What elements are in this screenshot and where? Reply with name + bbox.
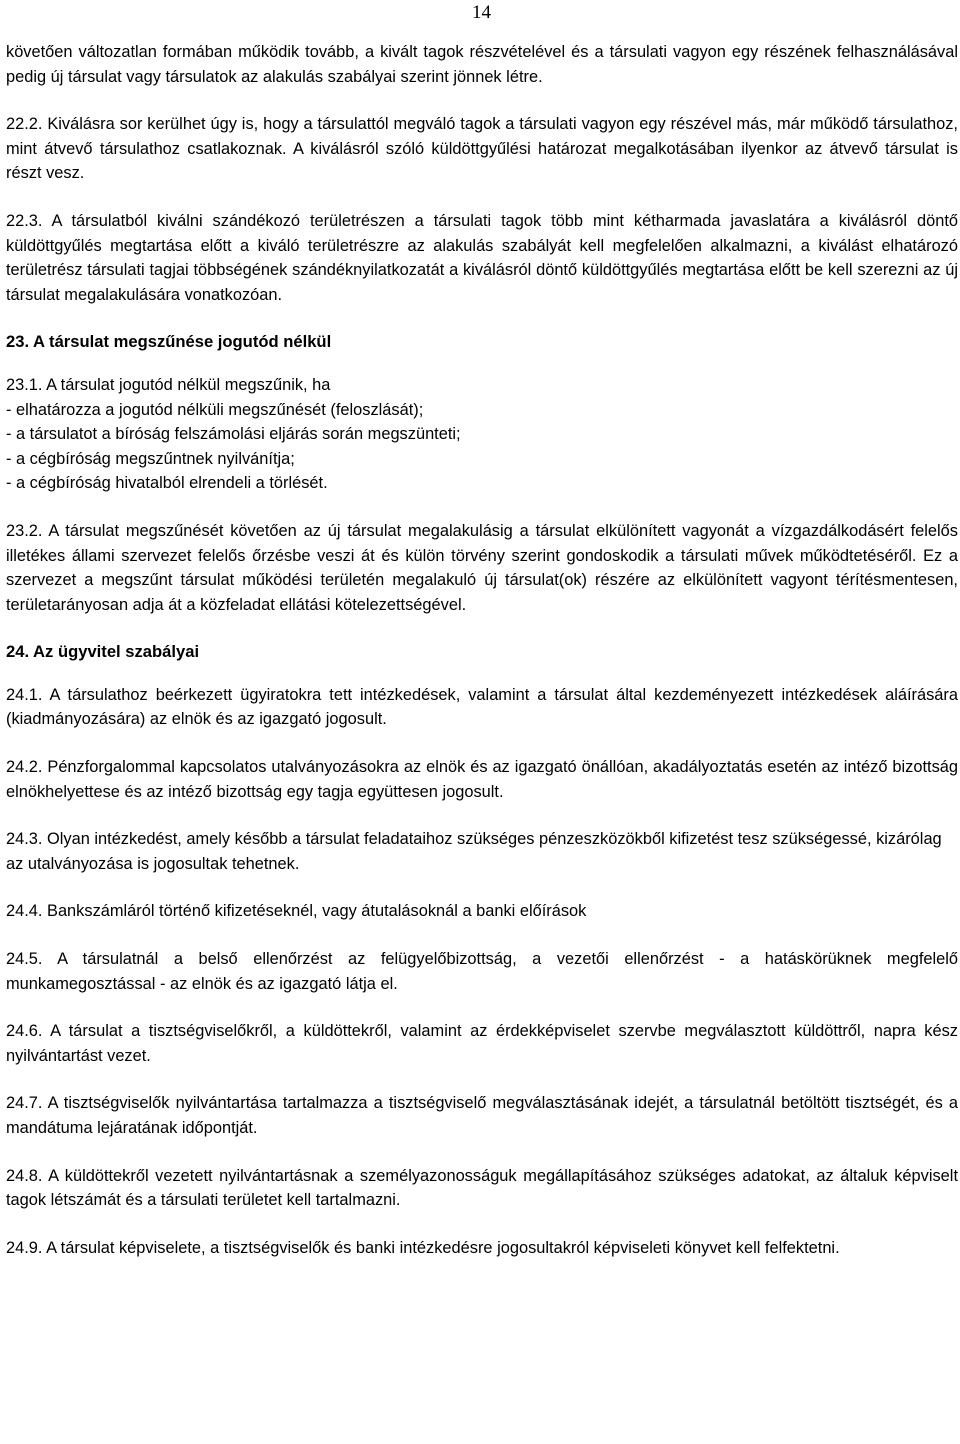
list-item: - elhatározza a jogutód nélküli megszűnését (feloszlását); — [6, 400, 424, 419]
paragraph-24-4: 24.4. Bankszámláról történő kifizetéseknél, vagy átutalásoknál a banki előírások — [6, 902, 587, 921]
paragraph-24-6: 24.6. A társulat a tisztségviselőkről, a küldöttekről, valamint az érdekképviselet szervbe megválasztott küldöttről, napra kész nyilvántartást vezet. — [6, 1022, 958, 1065]
paragraph-23-2: 23.2. A társulat megszűnését követően az új társulat megalakulásig a társulat elkülönített vagyonát a vízgazdálkodásért felelős illetékes állami szervezet felelős őrzésbe veszi át és külön törvény szerint gondoskodik a társulati művek működtetéséről. Ez a szervezet a megszűnt társulat működési területén megalakuló új társulat(ok) részére az elkülönített vagyont térítésmentesen, területarányosan adja át a közfeladat ellátási kötelezettségével. — [6, 521, 958, 614]
paragraph-24-3: 24.3. Olyan intézkedést, amely később a társulat feladataihoz szükséges pénzeszközökből kifizetést tesz szükségessé, kizárólag az utalványozása is jogosultak tehetnek. — [6, 830, 942, 873]
paragraph-24-2: 24.2. Pénzforgalommal kapcsolatos utalványozásokra az elnök és az igazgató önállóan, akadályoztatás esetén az intéző bizottság elnökhelyettese és az intéző bizottság egy tagja együttesen jogosult. — [6, 758, 958, 801]
paragraph-22-2: 22.2. Kiválásra sor kerülhet úgy is, hogy a társulattól megváló tagok a társulati vagyon egy részével más, már működő társulathoz, mint átvevő társulathoz csatlakoznak. A kiválásról szóló küldöttgyűlési határozat megalkotásában ilyenkor az átvevő társulat is részt vesz. — [6, 115, 958, 183]
page-number: 14 — [472, 2, 491, 23]
paragraph-24-5: 24.5. A társulatnál a belső ellenőrzést az felügyelőbizottság, a vezetői ellenőrzést - a hatáskörüknek megfelelő munkamegosztással - az elnök és az igazgató látja el. — [6, 950, 958, 993]
document-body — [6, 40, 958, 1260]
paragraph-23-1-intro: 23.1. A társulat jogutód nélkül megszűnik, ha — [6, 375, 331, 394]
paragraph-24-7: 24.7. A tisztségviselők nyilvántartása tartalmazza a tisztségviselő megválasztásának idejét, a társulatnál betöltött tisztségét, és a mandátuma lejáratának időpontját. — [6, 1094, 958, 1137]
section-heading-24: 24. Az ügyvitel szabályai — [6, 642, 200, 662]
list-item: - a társulatot a bíróság felszámolási eljárás során megszünteti; — [6, 425, 461, 444]
list-item: - a cégbíróság hivatalból elrendeli a törlését. — [6, 474, 328, 493]
paragraph-24-9: 24.9. A társulat képviselete, a tisztségviselők és banki intézkedésre jogosultakról képviseleti könyvet kell felfektetni. — [6, 1238, 840, 1257]
paragraph-23-1 — [6, 373, 958, 496]
paragraph-24-1: 24.1. A társulathoz beérkezett ügyiratokra tett intézkedések, valamint a társulat által kezdeményezett intézkedések aláírására (kiadmányozására) az elnök és az igazgató jogosult. — [6, 685, 958, 729]
paragraph-continuation: követően változatlan formában működik tovább, a kivált tagok részvételével és a társulati vagyon egy részének felhasználásával pedig új társulat vagy társulatok az alakulás szabályai szerint jönnek létre. — [6, 43, 958, 86]
paragraph-24-8: 24.8. A küldöttekről vezetett nyilvántartásnak a személyazonosságuk megállapításához szükséges adatokat, az általuk képviselt tagok létszámát és a társulati területet kell tartalmazni. — [6, 1166, 958, 1210]
list-item: - a cégbíróság megszűntnek nyilvánítja; — [6, 449, 295, 468]
section-heading-23: 23. A társulat megszűnése jogutód nélkül — [6, 332, 332, 352]
paragraph-22-3: 22.3. A társulatból kiválni szándékozó területrészen a társulati tagok több mint kétharmada javaslatára a kiválásról döntő küldöttgyűlés megtartása előtt a kiváló területrészre az alakulás szabályát kell megfelelően alkalmazni, a kiválást elhatározó területrész társulati tagjai többségének szándéknyilatkozatát a kiválásról döntő küldöttgyűlés megtartása előtt be kell szerezni az új társulat megalakulására vonatkozóan. — [6, 211, 958, 304]
